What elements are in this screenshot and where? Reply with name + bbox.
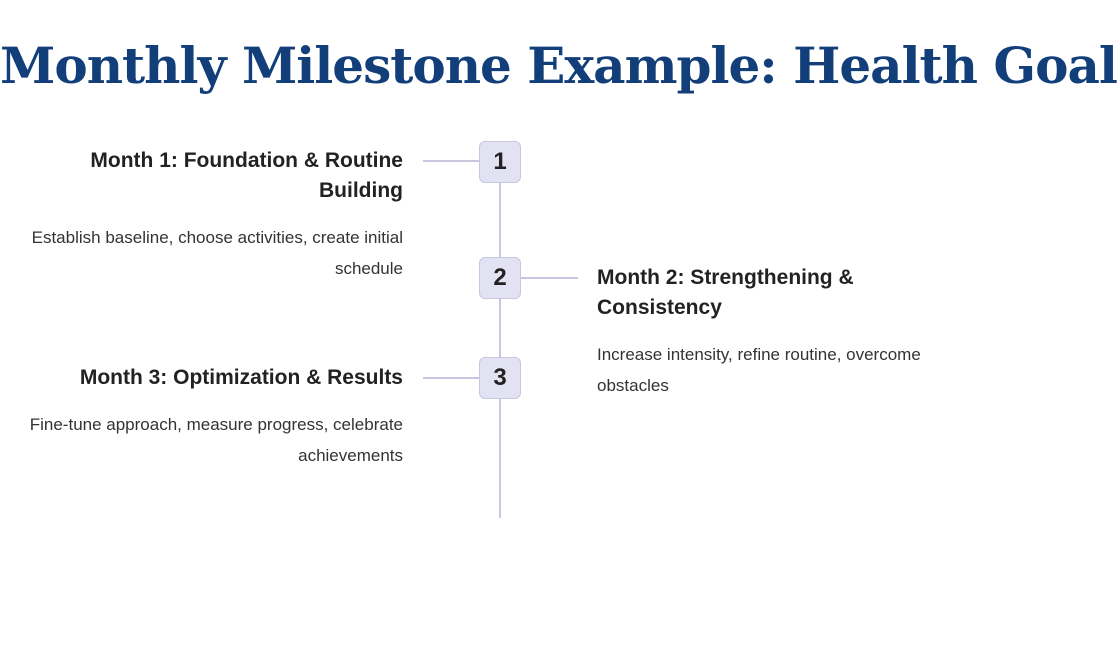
- milestone-3-title: Month 3: Optimization & Results: [79, 366, 403, 389]
- milestone-2-badge: 2: [479, 257, 521, 299]
- milestone-2-description: Increase intensity, refine routine, overcome obstacles: [597, 345, 921, 395]
- milestone-1-badge: 1: [479, 141, 521, 183]
- milestone-3-connector: [423, 377, 480, 379]
- timeline-line: [499, 183, 501, 518]
- milestone-2-title: Month 2: Strengthening & Consistency: [597, 266, 854, 319]
- milestone-1-connector: [423, 160, 480, 162]
- milestone-1: [23, 146, 403, 284]
- milestone-3-badge: 3: [479, 357, 521, 399]
- milestone-1-title: Month 1: Foundation & Routine Building: [90, 149, 403, 202]
- milestone-3: [23, 363, 403, 471]
- milestone-2-connector: [520, 277, 578, 279]
- page-title: Monthly Milestone Example: Health Goal: [0, 36, 1117, 95]
- milestone-2: [597, 263, 977, 401]
- milestone-3-description: Fine-tune approach, measure progress, celebrate achievements: [29, 415, 403, 465]
- milestone-1-description: Establish baseline, choose activities, create initial schedule: [31, 228, 403, 278]
